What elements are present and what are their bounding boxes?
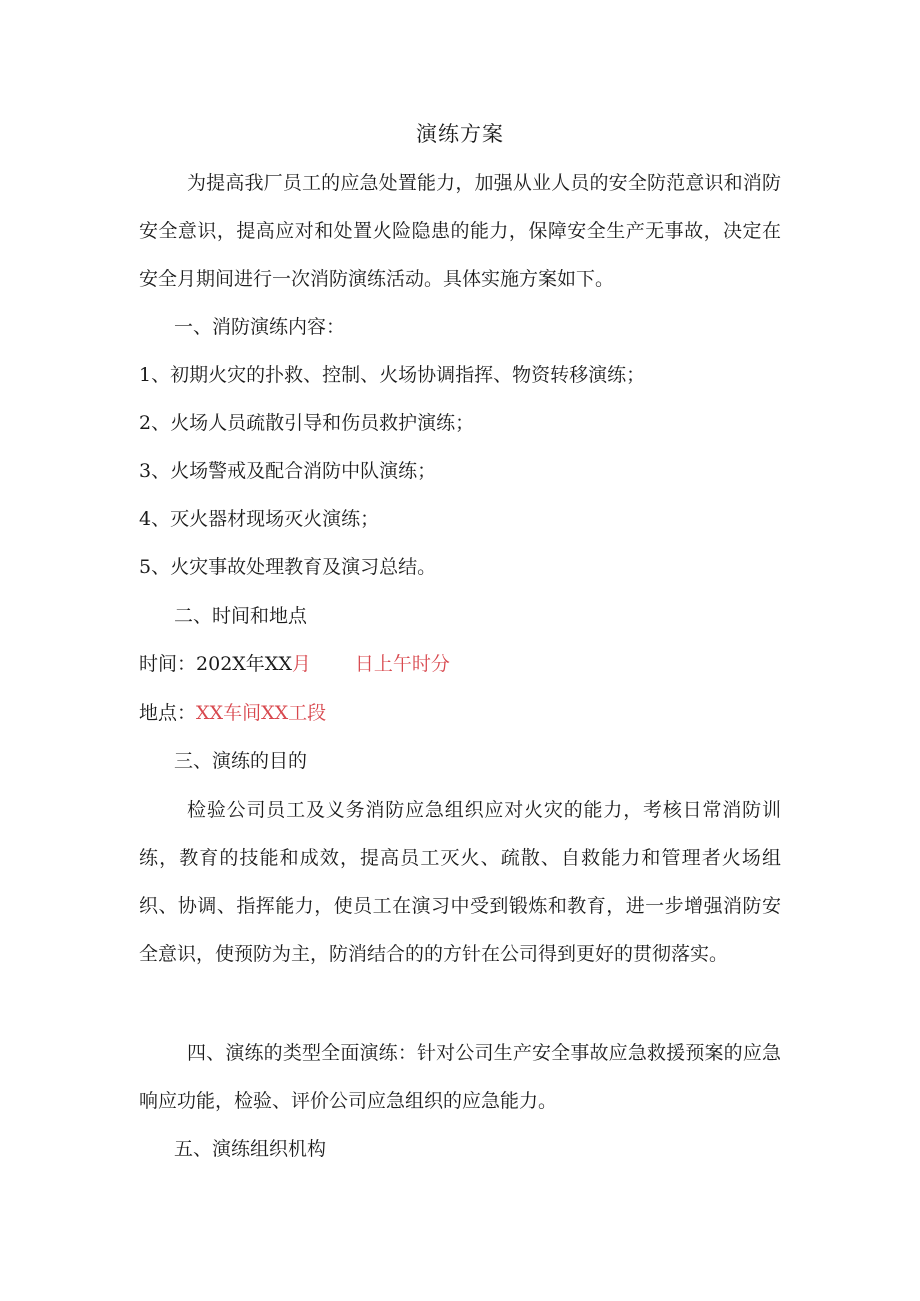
list-item: 4、灭火器材现场灭火演练； [139,508,380,530]
time-month: 月 [291,653,311,675]
time-value: 202X年XX [196,653,292,675]
place-label: 地点： [139,702,197,724]
document-title: 演练方案 [416,122,504,146]
time-label: 时间： [139,653,197,675]
list-item: 2、火场人员疏散引导和伤员救护演练； [139,412,475,434]
place-line [139,689,326,737]
list-item: 1、初期火灾的扑救、控制、火场协调指挥、物资转移演练； [139,364,646,386]
section3-heading: 三、演练的目的 [174,750,308,772]
section1-heading: 一、消防演练内容： [174,316,346,338]
intro-paragraph: 为提高我厂员工的应急处置能力，加强从业人员的安全防范意识和消防安全意识，提高应对和处置火险隐患的能力，保障安全生产无事故，决定在安全月期间进行一次消防演练活动。具体实施方案如下。 [139,172,781,290]
list-item: 5、火灾事故处理教育及演习总结。 [139,556,437,578]
section5-heading: 五、演练组织机构 [174,1138,327,1160]
place-value: XX车间XX工段 [196,702,327,724]
section3-paragraph: 检验公司员工及义务消防应急组织应对火灾的能力，考核日常消防训练，教育的技能和成效，提高员工灭火、疏散、自救能力和管理者火场组织、协调、指挥能力，使员工在演习中受到锻炼和教育，进一步增强消防安全意识，使预防为主，防消结合的的方针在公司得到更好的贯彻落实。 [139,799,781,965]
list-item: 3、火场警戒及配合消防中队演练； [139,460,437,482]
section4-paragraph: 四、演练的类型全面演练：针对公司生产安全事故应急救援预案的应急响应功能，检验、评价公司应急组织的应急能力。 [139,1042,781,1112]
time-rest: 日上午时分 [354,653,450,675]
section2-heading: 二、时间和地点 [174,605,308,627]
time-line [139,640,450,688]
